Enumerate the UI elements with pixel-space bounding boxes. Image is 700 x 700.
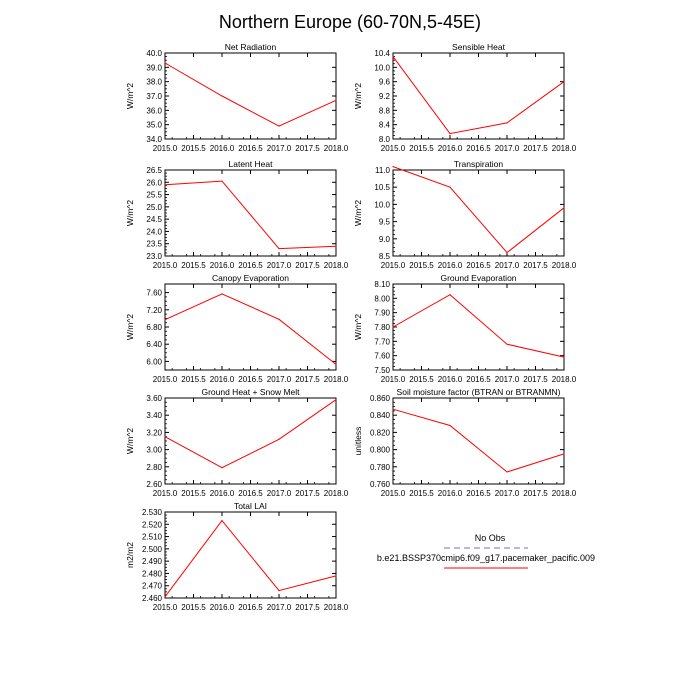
panels [125,42,577,612]
x-tick-label: 2016.0 [209,144,235,153]
y-tick-label: 6.80 [146,323,162,332]
panel-title: Ground Heat + Snow Melt [201,387,300,397]
data-point [506,471,507,472]
y-tick-label: 2.460 [141,594,162,603]
y-tick-label: 0.780 [369,462,390,472]
data-point [392,166,393,167]
panel-title: Transpiration [453,159,504,169]
y-tick-label: 7.50 [374,366,390,375]
data-point [449,425,450,426]
panel-6 [125,387,349,498]
data-point [278,248,279,249]
x-tick-label: 2016.5 [238,261,263,270]
data-point [164,436,165,437]
data-point [506,252,507,253]
y-axis-label: W/m^2 [125,313,135,341]
y-tick-label: 10.0 [374,200,390,210]
data-point [221,293,222,294]
y-tick-label: 34.0 [146,135,162,144]
y-tick-label: 7.20 [146,305,162,315]
x-tick-label: 2016.5 [466,489,491,498]
x-tick-label: 2016.0 [209,489,235,498]
x-tick-label: 2017.5 [295,603,320,612]
y-tick-label: 7.80 [374,323,390,332]
series-line [393,295,564,357]
panel-8 [125,501,349,612]
y-tick-label: 2.480 [141,569,162,579]
x-tick-label: 2017.5 [295,144,320,153]
series-line [165,181,336,249]
x-tick-label: 2017.5 [295,489,320,498]
data-point [335,100,336,101]
x-tick-label: 2015.5 [409,144,434,153]
y-tick-label: 2.470 [141,581,162,591]
series-line [393,57,564,134]
x-tick-label: 2016.0 [437,375,463,384]
panel-title: Soil moisture factor (BTRAN or BTRANMN) [396,387,561,397]
y-tick-label: 7.60 [374,351,390,361]
panel-title: Ground Evaporation [440,273,517,283]
plot-frame [393,170,564,256]
x-tick-label: 2015.0 [152,489,178,498]
x-tick-label: 2018.0 [551,261,577,270]
data-point [221,520,222,521]
y-axis-label: W/m^2 [353,199,363,227]
data-point [278,439,279,440]
y-tick-label: 0.860 [369,394,390,403]
x-tick-label: 2018.0 [323,489,349,498]
x-tick-label: 2015.0 [152,261,178,270]
x-tick-label: 2015.0 [380,375,406,384]
y-axis-label: W/m^2 [125,199,135,227]
x-tick-label: 2018.0 [323,375,349,384]
data-point [335,246,336,247]
data-point [164,62,165,63]
x-tick-label: 2017.0 [266,489,292,498]
y-tick-label: 9.0 [378,234,390,244]
x-tick-label: 2016.0 [209,261,235,270]
y-tick-label: 26.0 [146,178,162,188]
x-tick-label: 2015.0 [380,144,406,153]
x-tick-label: 2016.5 [466,375,491,384]
x-tick-label: 2015.5 [409,489,434,498]
y-tick-label: 0.800 [369,445,390,455]
plot-frame [393,398,564,484]
y-tick-label: 39.0 [146,63,162,73]
data-point [164,319,165,320]
x-tick-label: 2018.0 [551,144,577,153]
data-point [563,357,564,358]
x-tick-label: 2017.0 [266,261,292,270]
y-axis-label: W/m^2 [125,82,135,110]
data-point [164,596,165,597]
x-tick-label: 2015.5 [181,144,206,153]
panel-4 [125,273,349,384]
y-tick-label: 10.0 [374,63,390,73]
x-tick-label: 2016.5 [466,144,491,153]
y-tick-label: 2.80 [146,462,162,472]
panel-1 [353,42,577,153]
x-tick-label: 2015.5 [181,603,206,612]
panel-7 [353,387,577,498]
y-tick-label: 7.60 [146,288,162,298]
y-tick-label: 3.60 [146,394,162,403]
y-tick-label: 0.840 [369,411,390,421]
x-tick-label: 2016.5 [466,261,491,270]
data-point [278,319,279,320]
y-tick-label: 35.0 [146,120,162,130]
y-tick-label: 2.520 [141,520,162,530]
x-tick-label: 2016.5 [238,375,263,384]
panel-title: Canopy Evaporation [211,273,290,283]
y-tick-label: 8.00 [374,294,390,304]
y-tick-label: 3.40 [146,411,162,421]
x-tick-label: 2018.0 [323,144,349,153]
y-tick-label: 7.70 [374,337,390,347]
x-tick-label: 2018.0 [323,603,349,612]
y-tick-label: 9.2 [378,92,390,101]
series-line [393,167,564,253]
x-tick-label: 2017.0 [266,144,292,153]
data-point [449,294,450,295]
y-tick-label: 0.820 [369,428,390,438]
data-point [392,409,393,410]
y-tick-label: 8.4 [378,120,390,130]
y-tick-label: 2.60 [146,480,162,489]
data-point [278,590,279,591]
x-tick-label: 2017.0 [266,375,292,384]
data-point [449,133,450,134]
plot-frame [165,398,336,484]
x-tick-label: 2016.5 [238,489,263,498]
x-tick-label: 2016.0 [209,375,235,384]
y-tick-label: 9.6 [378,77,390,87]
x-tick-label: 2016.0 [437,144,463,153]
y-tick-label: 6.00 [146,357,162,367]
data-point [563,207,564,208]
plot-frame [393,53,564,139]
y-tick-label: 24.5 [146,215,162,225]
y-tick-label: 24.0 [146,227,162,237]
x-tick-label: 2017.0 [494,144,520,153]
series-line [165,400,336,468]
y-axis-label: m2/m2 [125,542,135,568]
x-tick-label: 2018.0 [551,375,577,384]
legend-obs-label: No Obs [474,533,506,543]
x-tick-label: 2017.5 [295,375,320,384]
x-tick-label: 2015.0 [380,261,406,270]
y-tick-label: 8.10 [374,280,390,289]
data-point [335,364,336,365]
panel-title: Sensible Heat [452,42,505,52]
x-tick-label: 2016.0 [437,261,463,270]
data-point [221,95,222,96]
panel-title: Net Radiation [224,42,277,52]
figure-title: Northern Europe (60-70N,5-45E) [218,12,482,32]
panel-2 [125,159,349,270]
y-tick-label: 2.530 [141,508,162,517]
panel-3 [353,159,577,270]
data-point [335,399,336,400]
data-point [335,575,336,576]
y-tick-label: 40.0 [146,49,162,58]
panel-title: Total LAI [233,501,268,511]
y-tick-label: 2.490 [141,557,162,567]
x-tick-label: 2018.0 [323,261,349,270]
x-tick-label: 2017.5 [523,144,548,153]
x-tick-label: 2018.0 [551,489,577,498]
x-tick-label: 2017.0 [494,261,520,270]
x-tick-label: 2017.0 [494,489,520,498]
y-tick-label: 26.5 [146,166,162,175]
data-point [278,126,279,127]
y-tick-label: 25.0 [146,202,162,212]
data-point [164,184,165,185]
x-tick-label: 2015.0 [152,375,178,384]
y-tick-label: 6.40 [146,340,162,350]
data-point [506,344,507,345]
data-point [506,122,507,123]
plot-frame [165,53,336,139]
data-point [221,180,222,181]
y-tick-label: 8.5 [378,252,390,261]
x-tick-label: 2017.0 [266,603,292,612]
y-tick-label: 3.20 [146,428,162,438]
y-tick-label: 2.500 [141,544,162,554]
panel-5 [353,273,577,384]
y-tick-label: 9.5 [378,217,390,227]
y-axis-label: W/m^2 [353,82,363,110]
y-tick-label: 11.0 [375,166,390,175]
x-tick-label: 2015.0 [152,144,178,153]
data-point [392,56,393,57]
y-tick-label: 8.0 [378,135,390,144]
x-tick-label: 2015.5 [181,261,206,270]
y-axis-label: W/m^2 [353,313,363,341]
y-tick-label: 0.760 [369,480,390,489]
plot-frame [393,284,564,370]
y-tick-label: 3.00 [146,445,162,455]
x-tick-label: 2016.0 [209,603,235,612]
x-tick-label: 2016.5 [238,144,263,153]
y-tick-label: 8.8 [378,106,390,116]
series-line [165,294,336,365]
x-tick-label: 2015.5 [409,375,434,384]
x-tick-label: 2015.5 [181,489,206,498]
legend [377,533,595,568]
y-tick-label: 38.0 [146,77,162,87]
legend-model-label: b.e21.BSSP370cmip6.f09_g17.pacemaker_pacific.009 [376,553,596,563]
x-tick-label: 2017.5 [523,375,548,384]
series-line [165,63,336,126]
x-tick-label: 2017.0 [494,375,520,384]
x-tick-label: 2015.0 [152,603,178,612]
x-tick-label: 2017.5 [523,489,548,498]
x-tick-label: 2015.0 [380,489,406,498]
panel-title: Latent Heat [228,159,273,169]
plot-frame [165,284,336,370]
x-tick-label: 2015.5 [409,261,434,270]
y-tick-label: 37.0 [146,92,162,101]
data-point [221,467,222,468]
y-tick-label: 10.5 [374,183,390,193]
y-axis-label: unitless [353,426,363,456]
panel-0 [125,42,349,153]
y-tick-label: 23.5 [146,239,162,249]
x-tick-label: 2015.5 [181,375,206,384]
x-tick-label: 2016.5 [238,603,263,612]
x-tick-label: 2017.5 [295,261,320,270]
data-point [563,453,564,454]
y-tick-label: 2.510 [141,532,162,542]
data-point [449,187,450,188]
y-axis-label: W/m^2 [125,427,135,455]
y-tick-label: 10.4 [374,49,390,58]
y-tick-label: 25.5 [146,190,162,200]
x-tick-label: 2017.5 [523,261,548,270]
y-tick-label: 7.90 [374,308,390,318]
y-tick-label: 36.0 [146,106,162,116]
series-line [165,521,336,597]
data-point [563,81,564,82]
y-tick-label: 23.0 [146,252,162,261]
x-tick-label: 2016.0 [437,489,463,498]
data-point [392,326,393,327]
series-line [393,409,564,472]
